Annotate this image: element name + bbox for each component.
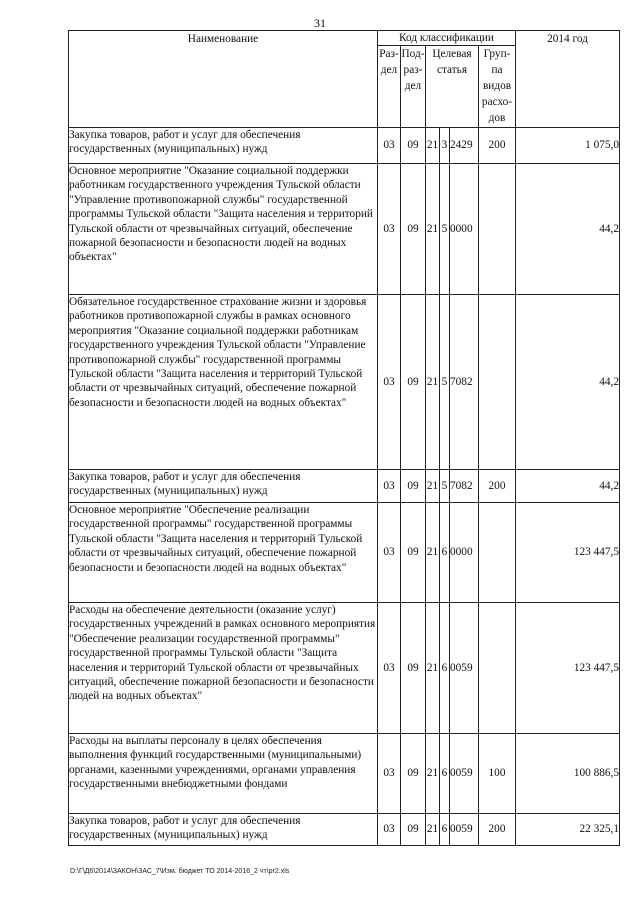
row-target-direction: 0000 bbox=[450, 503, 479, 603]
header-razdel: Раз- дел bbox=[378, 46, 401, 128]
table-row bbox=[69, 503, 620, 603]
header-podrazdel: Под- раз- дел bbox=[401, 46, 426, 128]
row-target-direction: 0000 bbox=[450, 164, 479, 295]
table-row bbox=[69, 164, 620, 295]
row-target-subprogram: 5 bbox=[440, 164, 450, 295]
table-row bbox=[69, 814, 620, 846]
row-target-subprogram: 6 bbox=[440, 603, 450, 734]
row-amount: 100 886,5 bbox=[516, 734, 620, 814]
row-expense-group bbox=[479, 164, 516, 295]
row-podrazdel: 09 bbox=[401, 164, 426, 295]
row-target-program: 21 bbox=[426, 814, 440, 846]
row-expense-group bbox=[479, 295, 516, 470]
row-podrazdel: 09 bbox=[401, 503, 426, 603]
row-target-direction: 2429 bbox=[450, 128, 479, 164]
row-name: Основное мероприятие "Оказание социальной поддержки работникам государственного учреждения Тульской области "Управление противопожарной службы" государственной программы Тульской области "Защита населения и территорий Тульской области от чрезвычайных ситуаций, обеспечение пожарной безопасности и безопасности людей на водных объектах" bbox=[69, 164, 378, 295]
header-target-article: Целевая статья bbox=[426, 46, 479, 128]
row-amount: 44,2 bbox=[516, 295, 620, 470]
row-razdel: 03 bbox=[378, 470, 401, 503]
row-amount: 44,2 bbox=[516, 470, 620, 503]
row-podrazdel: 09 bbox=[401, 470, 426, 503]
row-target-program: 21 bbox=[426, 128, 440, 164]
row-expense-group bbox=[479, 503, 516, 603]
row-target-program: 21 bbox=[426, 295, 440, 470]
row-razdel: 03 bbox=[378, 128, 401, 164]
row-target-direction: 0059 bbox=[450, 734, 479, 814]
row-target-program: 21 bbox=[426, 734, 440, 814]
row-amount: 123 447,5 bbox=[516, 603, 620, 734]
row-razdel: 03 bbox=[378, 295, 401, 470]
row-podrazdel: 09 bbox=[401, 295, 426, 470]
row-name: Обязательное государственное страхование жизни и здоровья работников противопожарной службы в рамках основного мероприятия "Оказание социальной поддержки работникам государственного учреждения Тульской области "Управление противопожарной службы" государственной программы Тульской области "Защита населения и территорий Тульской области от чрезвычайных ситуаций, обеспечение пожарной безопасности и безопасности людей на водных объектах" bbox=[69, 295, 378, 470]
table-row bbox=[69, 128, 620, 164]
row-amount: 44,2 bbox=[516, 164, 620, 295]
header-expense-group: Груп- па видов расхо- дов bbox=[479, 46, 516, 128]
page-number: 31 bbox=[314, 16, 326, 30]
table-row bbox=[69, 734, 620, 814]
row-razdel: 03 bbox=[378, 734, 401, 814]
table-row bbox=[69, 295, 620, 470]
row-podrazdel: 09 bbox=[401, 603, 426, 734]
row-razdel: 03 bbox=[378, 603, 401, 734]
row-amount: 123 447,5 bbox=[516, 503, 620, 603]
row-expense-group: 200 bbox=[479, 814, 516, 846]
header-classification-code: Код классификации bbox=[378, 31, 516, 46]
row-podrazdel: 09 bbox=[401, 734, 426, 814]
row-name: Закупка товаров, работ и услуг для обеспечения государственных (муниципальных) нужд bbox=[69, 128, 378, 164]
file-path-footer: D:\Г\Д6\2014\ЗАКОН\ЗАС_7\Изм. бюджет ТО 2014-2016_2 чт\pr2.xls bbox=[70, 868, 290, 875]
row-expense-group: 100 bbox=[479, 734, 516, 814]
header-year: 2014 год bbox=[516, 31, 620, 128]
row-target-program: 21 bbox=[426, 503, 440, 603]
table-row bbox=[69, 603, 620, 734]
row-target-direction: 7082 bbox=[450, 470, 479, 503]
row-target-subprogram: 6 bbox=[440, 503, 450, 603]
row-razdel: 03 bbox=[378, 814, 401, 846]
row-amount: 1 075,0 bbox=[516, 128, 620, 164]
row-expense-group: 200 bbox=[479, 128, 516, 164]
row-target-subprogram: 5 bbox=[440, 470, 450, 503]
row-target-program: 21 bbox=[426, 470, 440, 503]
header-row-1 bbox=[69, 31, 620, 46]
row-target-subprogram: 6 bbox=[440, 734, 450, 814]
row-name: Закупка товаров, работ и услуг для обеспечения государственных (муниципальных) нужд bbox=[69, 470, 378, 503]
row-expense-group: 200 bbox=[479, 470, 516, 503]
table-row bbox=[69, 470, 620, 503]
row-target-program: 21 bbox=[426, 603, 440, 734]
row-name: Закупка товаров, работ и услуг для обеспечения государственных (муниципальных) нужд bbox=[69, 814, 378, 846]
row-target-subprogram: 5 bbox=[440, 295, 450, 470]
row-podrazdel: 09 bbox=[401, 128, 426, 164]
header-name: Наименование bbox=[69, 31, 378, 128]
row-target-direction: 0059 bbox=[450, 603, 479, 734]
budget-table bbox=[68, 30, 620, 846]
row-target-direction: 0059 bbox=[450, 814, 479, 846]
row-amount: 22 325,1 bbox=[516, 814, 620, 846]
row-target-subprogram: 6 bbox=[440, 814, 450, 846]
row-expense-group bbox=[479, 603, 516, 734]
row-target-program: 21 bbox=[426, 164, 440, 295]
row-razdel: 03 bbox=[378, 164, 401, 295]
row-razdel: 03 bbox=[378, 503, 401, 603]
row-name: Расходы на обеспечение деятельности (оказание услуг) государственных учреждений в рамках основного мероприятия "Обеспечение реализации государственной программы" государственной программы Тульской области "Защита населения и территорий Тульской области от чрезвычайных ситуаций, обеспечение пожарной безопасности и безопасности людей на водных объектах" bbox=[69, 603, 378, 734]
row-podrazdel: 09 bbox=[401, 814, 426, 846]
row-name: Основное мероприятие "Обеспечение реализации государственной программы" государственной программы Тульской области "Защита населения и территорий Тульской области от чрезвычайных ситуаций, обеспечение пожарной безопасности и безопасности людей на водных объектах" bbox=[69, 503, 378, 603]
row-target-direction: 7082 bbox=[450, 295, 479, 470]
row-name: Расходы на выплаты персоналу в целях обеспечения выполнения функций государственными (муниципальными) органами, казенными учреждениями, органами управления государственными внебюджетными фондами bbox=[69, 734, 378, 814]
row-target-subprogram: 3 bbox=[440, 128, 450, 164]
